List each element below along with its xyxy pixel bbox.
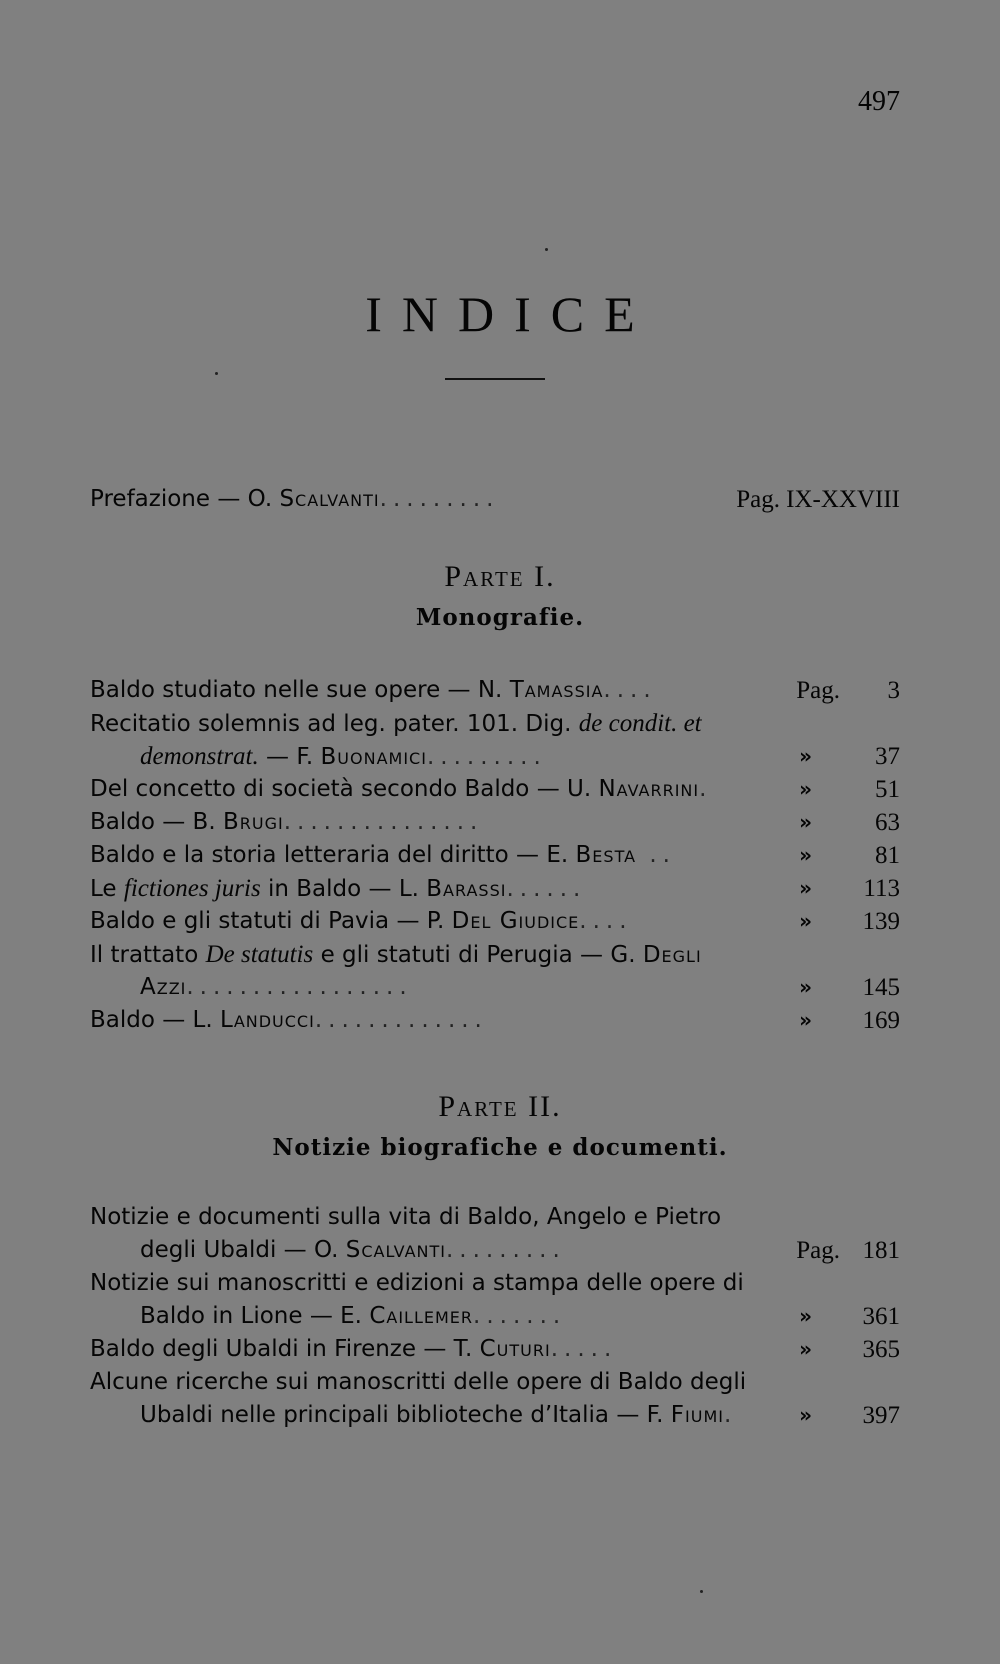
toc-entry [90,1366,900,1432]
preface-label: Prefazione — O. [90,486,273,512]
leader-dots: .. [636,842,676,868]
leader-dots: ......... [426,744,547,770]
pag-label: Pag. [796,1237,840,1264]
entry-text: Recitatio solemnis ad leg. pater. 101. Dig. [90,711,572,737]
preface-entry [90,483,900,516]
entry-author: Buonamici [320,744,427,770]
part2-subtitle: Notizie biografiche e documenti. [272,1134,728,1161]
leader-dots: . [699,776,713,802]
leader-dots: ......... [445,1237,566,1263]
page-ref: 51 [875,776,900,803]
toc-entry [90,1333,900,1366]
ditto-mark: » [799,1403,812,1427]
entry-text: Baldo — B. [90,809,216,835]
entry-italic: fictiones juris [123,875,261,902]
entry-author: Degli [642,942,702,968]
part1-heading: Parte I. [444,560,556,593]
scan-speck [700,1590,703,1593]
leader-dots: . [723,1402,738,1428]
toc-entry [90,806,900,839]
leader-dots: ...... [506,876,587,902]
entry-italic: De statutis [205,941,314,968]
leader-dots: ............. [314,1007,488,1033]
leader-dots: ............... [283,809,484,835]
ditto-mark: » [799,1304,812,1328]
page-ref: IX-XXVIII [786,486,900,513]
entry-text: Notizie e documenti sulla vita di Baldo, Angelo e Pietro [90,1204,722,1230]
entry-text: Il trattato [90,942,199,968]
leader-dots: .... [579,908,633,934]
entry-author: Cuturi [479,1336,551,1362]
leader-dots: .... [603,677,657,703]
ditto-mark: » [799,744,812,768]
page-ref: 145 [862,974,900,1001]
page-ref: 37 [875,743,900,770]
leader-dots: ....... [473,1303,567,1329]
scan-speck [545,248,548,251]
page-ref: 365 [862,1336,900,1363]
scan-speck [215,372,218,375]
page-number: 497 [858,86,900,117]
entry-author: Scalvanti [345,1237,446,1263]
page-ref: 63 [875,809,900,836]
entry-author: Fiumi [670,1402,724,1428]
page-ref: 81 [875,842,900,869]
ditto-mark: » [799,843,812,867]
entry-author: Azzi [140,974,187,1000]
page-ref: 397 [862,1402,900,1429]
entry-author: Brugi [222,809,284,835]
pag-label: Pag. [796,677,840,704]
entry-text: Del concetto di società secondo Baldo — U. [90,776,592,802]
entry-text: Baldo studiato nelle sue opere — N. [90,677,503,703]
entry-author: Barassi [426,876,507,902]
page-ref: 3 [887,677,900,704]
toc-entry [90,1004,900,1037]
pag-label: Pag. [736,486,780,513]
page-ref: 139 [862,908,900,935]
toc-entry [90,905,900,938]
entry-author: Besta [575,842,637,868]
page-ref: 169 [862,1007,900,1034]
entry-text: Baldo — L. [90,1007,213,1033]
ditto-mark: » [799,909,812,933]
leader-dots: ................. [186,974,413,1000]
entry-text: Ubaldi nelle principali biblioteche d’Italia — F. [140,1402,664,1428]
leader-dots: ..... [550,1336,618,1362]
entry-author: Landucci [220,1007,315,1033]
ditto-mark: » [799,975,812,999]
toc-entry [90,773,900,806]
entry-text: Baldo e gli statuti di Pavia — P. [90,908,445,934]
toc-entry [90,872,900,905]
entry-text: Notizie sui manoscritti e edizioni a stampa delle opere di [90,1270,744,1296]
page-ref: 181 [862,1237,900,1264]
part2-heading: Parte II. [438,1090,562,1123]
entry-italic: demonstrat. [140,743,259,770]
entry-text: e gli statuti di Perugia — G. [320,942,636,968]
toc-entry [90,674,900,707]
entry-text: Baldo in Lione — E. [140,1303,362,1329]
entry-text: Alcune ricerche sui manoscritti delle opere di Baldo degli [90,1369,747,1395]
toc-entry [90,1201,900,1267]
toc-entry [90,1267,900,1333]
entry-italic: de condit. et [578,710,702,737]
ditto-mark: » [799,810,812,834]
entry-text: — F. [258,744,314,770]
ditto-mark: » [799,777,812,801]
toc-entry [90,938,900,1004]
entry-author: Tamassia [509,677,604,703]
entry-text: degli Ubaldi — O. [140,1237,339,1263]
toc-entry [90,839,900,872]
entry-text: Baldo degli Ubaldi in Firenze — T. [90,1336,473,1362]
page-ref: 113 [863,875,900,902]
entry-author: Navarrini [598,776,700,802]
page-ref: 361 [862,1303,900,1330]
title-rule [445,378,545,380]
leader-dots: ......... [379,486,500,512]
ditto-mark: » [799,876,812,900]
entry-author: Caillemer [369,1303,474,1329]
preface-author: Scalvanti [279,486,380,512]
entry-text: Baldo e la storia letteraria del diritto — E. [90,842,569,868]
ditto-mark: » [799,1337,812,1361]
toc-entry [90,707,900,773]
part1-subtitle: Monografie. [415,604,585,631]
entry-author: Del Giudice [451,908,580,934]
entry-text: in Baldo — L. [268,876,419,902]
ditto-mark: » [799,1008,812,1032]
entry-text: Le [90,876,117,902]
index-title: INDICE [365,286,655,342]
